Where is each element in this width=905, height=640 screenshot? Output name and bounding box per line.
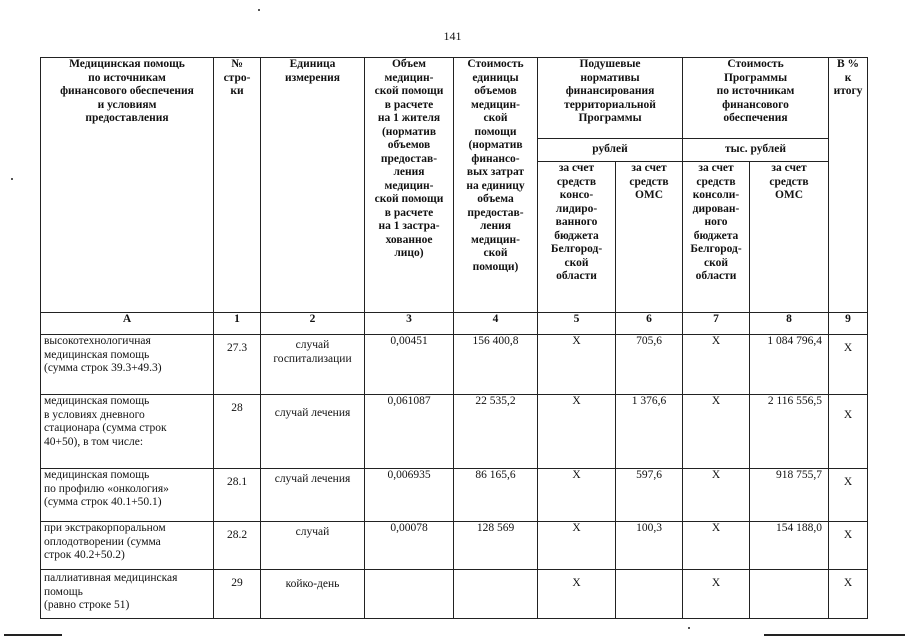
row-number: 28: [214, 395, 261, 469]
row-cost-budget: Х: [683, 522, 750, 570]
header-unit-rubles: рублей: [538, 139, 683, 162]
header-numbering-row: [41, 313, 868, 335]
row-name: высокотехнологичная медицинская помощь (сумма строк 39.3+49.3): [41, 335, 214, 395]
row-cost-oms: 2 116 556,5: [750, 395, 829, 469]
row-name: паллиативная медицинская помощь (равно строке 51): [41, 570, 214, 619]
header-col-1: № стро- ки: [214, 58, 261, 313]
column-number: 3: [365, 313, 454, 335]
table-row: [41, 570, 868, 619]
header-col-5: за счет средств консо- лидиро- ванного бюджета Белгород- ской области: [538, 162, 616, 313]
row-name: при экстракорпоральном оплодотворении (сумма строк 40.2+50.2): [41, 522, 214, 570]
row-volume: 0,061087: [365, 395, 454, 469]
row-cost-budget: Х: [683, 335, 750, 395]
row-number: 27.3: [214, 335, 261, 395]
scan-speck: [258, 9, 260, 11]
row-per-capita-oms: 100,3: [616, 522, 683, 570]
row-per-capita-oms: 705,6: [616, 335, 683, 395]
financing-table: [40, 57, 868, 619]
row-percent: Х: [829, 522, 868, 570]
column-number: 7: [683, 313, 750, 335]
row-unit-cost: 156 400,8: [454, 335, 538, 395]
column-number: 6: [616, 313, 683, 335]
header-col-7: за счет средств консоли- дирован- ного бюджета Белгород- ской области: [683, 162, 750, 313]
row-per-capita-oms: 1 376,6: [616, 395, 683, 469]
column-number: 8: [750, 313, 829, 335]
header-col-8: за счет средств ОМС: [750, 162, 829, 313]
row-cost-oms: 154 188,0: [750, 522, 829, 570]
column-number: 1: [214, 313, 261, 335]
column-number: 2: [261, 313, 365, 335]
table-row: [41, 395, 868, 469]
scan-edge-line: [764, 634, 905, 636]
row-volume: 0,00451: [365, 335, 454, 395]
header-col-6: за счет средств ОМС: [616, 162, 683, 313]
table-row: [41, 522, 868, 570]
row-number: 28.2: [214, 522, 261, 570]
row-unit: случай госпитализации: [261, 335, 365, 395]
row-unit-cost: 22 535,2: [454, 395, 538, 469]
row-cost-budget: Х: [683, 469, 750, 522]
row-cost-oms: 918 755,7: [750, 469, 829, 522]
row-percent: Х: [829, 570, 868, 619]
scan-edge-line: [4, 634, 62, 636]
page-number: 141: [443, 29, 462, 43]
header-unit-thousand-rubles: тыс. рублей: [683, 139, 829, 162]
row-per-capita-oms: [616, 570, 683, 619]
header-col-2: Единица измерения: [261, 58, 365, 313]
row-cost-oms: [750, 570, 829, 619]
column-number: 4: [454, 313, 538, 335]
row-volume: [365, 570, 454, 619]
row-unit-cost: [454, 570, 538, 619]
column-number: А: [41, 313, 214, 335]
header-col-4: Стоимость единицы объемов медицин- ской помощи (норматив финансо- вых затрат на единицу объема предостав- ления медицин- ской помощи): [454, 58, 538, 313]
scan-speck: [688, 627, 690, 629]
row-unit-cost: 86 165,6: [454, 469, 538, 522]
row-per-capita-oms: 597,6: [616, 469, 683, 522]
row-cost-budget: Х: [683, 570, 750, 619]
column-number: 5: [538, 313, 616, 335]
row-cost-budget: Х: [683, 395, 750, 469]
header-col-a: Медицинская помощь по источникам финансового обеспечения и условиям предоставления: [41, 58, 214, 313]
header-group-per-capita: Подушевые нормативы финансирования территориальной Программы: [538, 58, 683, 139]
row-per-capita-budget: Х: [538, 469, 616, 522]
row-cost-oms: 1 084 796,4: [750, 335, 829, 395]
row-unit: случай лечения: [261, 469, 365, 522]
row-unit: случай лечения: [261, 395, 365, 469]
column-number: 9: [829, 313, 868, 335]
row-volume: 0,00078: [365, 522, 454, 570]
header-col-3: Объем медицин- ской помощи в расчете на 1 жителя (норматив объемов предостав- ления медицин- ской помощи в расчете на 1 застра- хованное лицо): [365, 58, 454, 313]
table-row: [41, 469, 868, 522]
row-per-capita-budget: Х: [538, 395, 616, 469]
scan-speck: [11, 178, 13, 180]
header-col-9: В % к итогу: [829, 58, 868, 313]
row-volume: 0,006935: [365, 469, 454, 522]
table-row: [41, 335, 868, 395]
row-name: медицинская помощь в условиях дневного стационара (сумма строк 40+50), в том числе:: [41, 395, 214, 469]
row-per-capita-budget: Х: [538, 335, 616, 395]
header-group-program-cost: Стоимость Программы по источникам финансового обеспечения: [683, 58, 829, 139]
table-header: [41, 58, 868, 335]
row-unit-cost: 128 569: [454, 522, 538, 570]
row-per-capita-budget: Х: [538, 570, 616, 619]
row-number: 28.1: [214, 469, 261, 522]
row-per-capita-budget: Х: [538, 522, 616, 570]
row-name: медицинская помощь по профилю «онкология» (сумма строк 40.1+50.1): [41, 469, 214, 522]
row-percent: Х: [829, 335, 868, 395]
row-unit: случай: [261, 522, 365, 570]
row-percent: Х: [829, 395, 868, 469]
table-body: [41, 335, 868, 619]
row-unit: койко-день: [261, 570, 365, 619]
row-number: 29: [214, 570, 261, 619]
row-percent: Х: [829, 469, 868, 522]
